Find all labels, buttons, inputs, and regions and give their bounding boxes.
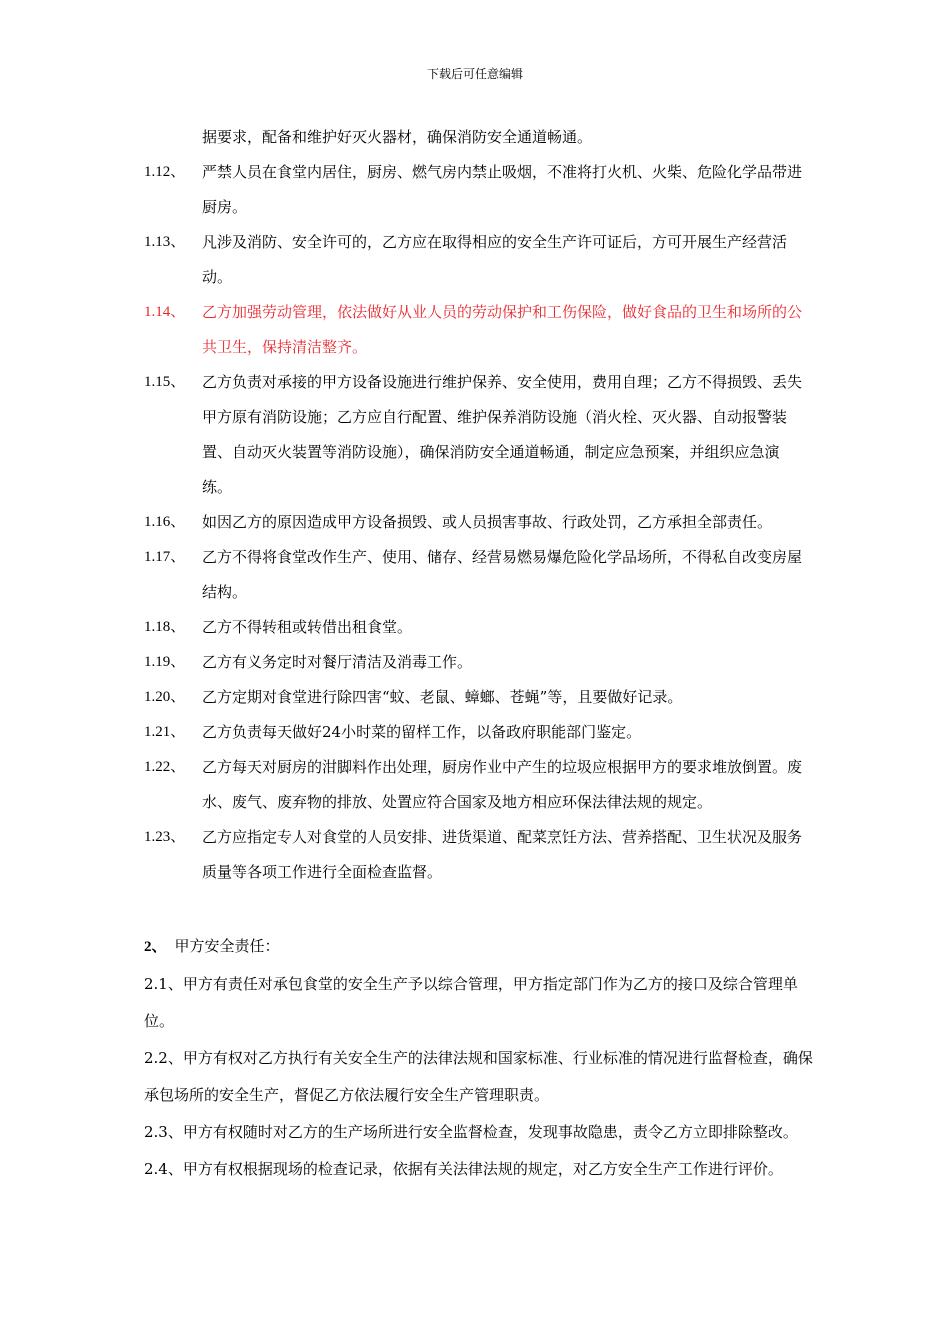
clause-number: 1.12、 — [144, 164, 186, 180]
clause-number: 1.13、 — [144, 234, 186, 250]
clause-1-23 — [0, 820, 950, 890]
clause-text: 据要求，配备和维护好灭火器材，确保消防安全通道畅通。 — [202, 128, 593, 146]
clause-1-15 — [0, 365, 950, 505]
clause-text: 乙方定期对食堂进行除四害“蚊、老鼠、蟑螂、苍蝇”等，且要做好记录。 — [202, 688, 683, 706]
clause-number: 1.14、 — [144, 304, 186, 320]
clause-number: 1.16、 — [144, 514, 186, 530]
paragraph-2-4: 2.4、甲方有权根据现场的检查记录，依据有关法律法规的规定，对乙方安全生产工作进行评价。 — [144, 1160, 783, 1178]
clause-1-18 — [0, 610, 950, 645]
clause-text: 乙方应指定专人对食堂的人员安排、进货渠道、配菜烹饪方法、营养搭配、卫生状况及服务质量等各项工作进行全面检查监督。 — [202, 828, 803, 881]
clause-number: 1.19、 — [144, 654, 186, 670]
section-heading — [144, 929, 824, 964]
section-number: 2、 — [144, 939, 167, 955]
clause-1-16 — [0, 505, 950, 540]
clause-1-13 — [0, 225, 950, 295]
clause-number: 1.23、 — [144, 829, 186, 845]
clause-text: 乙方每天对厨房的泔脚料作出处理，厨房作业中产生的垃圾应根据甲方的要求堆放倒置。废水、废气、废弃物的排放、处置应符合国家及地方相应环保法律法规的规定。 — [202, 758, 803, 811]
page-header: 下载后可任意编辑 — [426, 67, 523, 81]
clause-number: 1.20、 — [144, 689, 186, 705]
clause-1-21 — [0, 715, 950, 750]
clause-1-17 — [0, 540, 950, 610]
clause-1-20 — [0, 680, 950, 715]
clause-text: 乙方不得转租或转借出租食堂。 — [202, 618, 413, 636]
clause-text: 乙方加强劳动管理，依法做好从业人员的劳动保护和工伤保险，做好食品的卫生和场所的公共卫生，保持清洁整齐。 — [202, 303, 803, 356]
clause-text: 严禁人员在食堂内居住，厨房、燃气房内禁止吸烟，不准将打火机、火柴、危险化学品带进厨房。 — [202, 163, 803, 216]
section-title: 甲方安全责任： — [174, 937, 280, 955]
clause-number: 1.21、 — [144, 724, 186, 740]
clause-number: 1.22、 — [144, 759, 186, 775]
clause-text: 乙方负责对承接的甲方设备设施进行维护保养、安全使用，费用自理；乙方不得损毁、丢失甲方原有消防设施；乙方应自行配置、维护保养消防设施（消火栓、灭火器、自动报警装置、自动灭火装置等消防设施），确保消防安全通道畅通，制定应急预案，并组织应急演练。 — [202, 373, 803, 496]
clause-1-19 — [0, 645, 950, 680]
clause-number: 1.15、 — [144, 374, 186, 390]
clause-list — [0, 120, 950, 890]
clause-1-14-highlighted — [0, 295, 950, 365]
clause-text: 如因乙方的原因造成甲方设备损毁、或人员损害事故、行政处罚，乙方承担全部责任。 — [202, 513, 773, 531]
clause-1-12 — [0, 155, 950, 225]
clause-text: 乙方负责每天做好24小时菜的留样工作，以备政府职能部门鉴定。 — [202, 723, 642, 741]
clause-number: 1.17、 — [144, 549, 186, 565]
section-party-a-responsibility — [144, 929, 824, 1188]
clause-number: 1.18、 — [144, 619, 186, 635]
paragraph-2-2: 2.2、甲方有权对乙方执行有关安全生产的法律法规和国家标准、行业标准的情况进行监督检查，确保承包场所的安全生产，督促乙方依法履行安全生产管理职责。 — [144, 1049, 813, 1104]
paragraph-2-3: 2.3、甲方有权随时对乙方的生产场所进行安全监督检查，发现事故隐患，责令乙方立即排除整改。 — [144, 1123, 798, 1141]
clause-text: 乙方不得将食堂改作生产、使用、储存、经营易燃易爆危险化学品场所，不得私自改变房屋结构。 — [202, 548, 803, 601]
paragraph-2-1: 2.1、甲方有责任对承包食堂的安全生产予以综合管理，甲方指定部门作为乙方的接口及综合管理单位。 — [144, 975, 798, 1030]
clause-continuation — [0, 120, 950, 155]
clause-text: 凡涉及消防、安全许可的，乙方应在取得相应的安全生产许可证后，方可开展生产经营活动。 — [202, 233, 788, 286]
clause-1-22 — [0, 750, 950, 820]
clause-text: 乙方有义务定时对餐厅清洁及消毒工作。 — [202, 653, 473, 671]
